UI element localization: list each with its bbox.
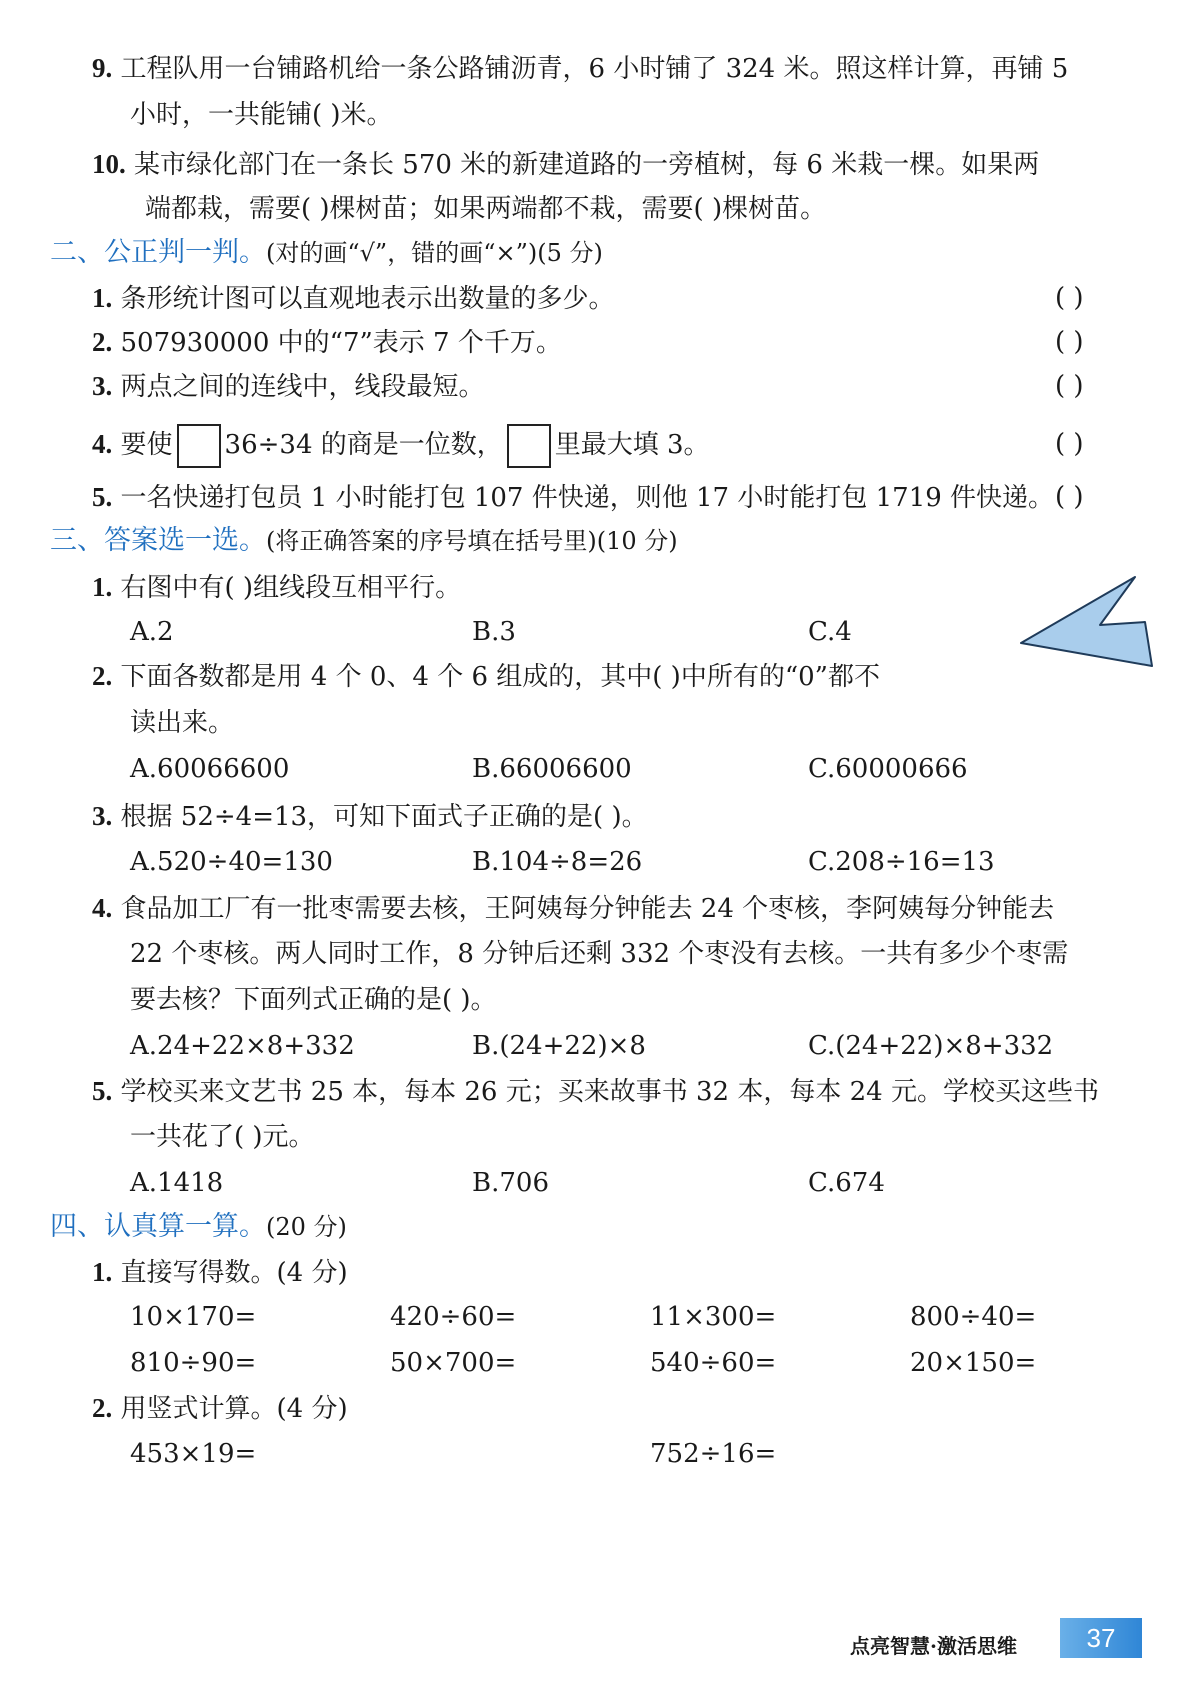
item-text: 直接写得数。(4 分) bbox=[120, 1258, 348, 1288]
question-number: 10. bbox=[92, 149, 126, 179]
item-number: 4. bbox=[92, 429, 113, 459]
choice-question-4-line3: 要去核？下面列式正确的是( )。 bbox=[130, 985, 497, 1015]
item-number: 1. bbox=[92, 283, 113, 313]
oral-calc-item[interactable]: 10×170= bbox=[130, 1302, 257, 1332]
judge-item-4 bbox=[92, 424, 710, 468]
answer-blank[interactable]: ( ) bbox=[1055, 371, 1084, 401]
item-number: 3. bbox=[92, 801, 113, 831]
item-text: 两点之间的连线中，线段最短。 bbox=[120, 372, 485, 402]
option-c[interactable]: C.4 bbox=[808, 617, 852, 647]
question-10-line2: 端都栽，需要( )棵树苗；如果两端都不栽，需要( )棵树苗。 bbox=[145, 194, 827, 224]
answer-blank[interactable]: ( ) bbox=[1055, 482, 1084, 512]
question-10-line1 bbox=[92, 148, 1039, 181]
question-number: 9. bbox=[92, 53, 113, 83]
vertical-calc-item[interactable]: 752÷16= bbox=[650, 1439, 777, 1469]
page-number: 37 bbox=[1060, 1618, 1142, 1658]
choice-question-1 bbox=[92, 571, 461, 604]
choice-question-4-line1 bbox=[92, 892, 1054, 925]
answer-blank[interactable]: ( ) bbox=[1055, 429, 1084, 459]
oral-calc-item[interactable]: 810÷90= bbox=[130, 1348, 257, 1378]
option-c[interactable]: C.674 bbox=[808, 1168, 885, 1198]
answer-blank[interactable]: ( ) bbox=[1055, 283, 1084, 313]
section-title: 二、公正判一判。 bbox=[50, 237, 266, 268]
option-b[interactable]: B.104÷8=26 bbox=[472, 847, 643, 877]
option-c[interactable]: C.60000666 bbox=[808, 754, 968, 784]
item-number: 1. bbox=[92, 1257, 113, 1287]
question-9-line1 bbox=[92, 52, 1068, 85]
item-text: 一名快递打包员 1 小时能打包 107 件快递，则他 17 小时能打包 1719 件快递。 bbox=[120, 483, 1055, 513]
item-text: 36÷34 的商是一位数， bbox=[224, 430, 503, 460]
judge-item-2 bbox=[92, 326, 562, 359]
item-text: 下面各数都是用 4 个 0、4 个 6 组成的，其中( )中所有的“0”都不 bbox=[120, 662, 880, 692]
item-text: 根据 52÷4=13，可知下面式子正确的是( )。 bbox=[120, 802, 648, 832]
option-a[interactable]: A.2 bbox=[130, 617, 174, 647]
item-number: 2. bbox=[92, 661, 113, 691]
option-b[interactable]: B.706 bbox=[472, 1168, 549, 1198]
parallel-segments-figure bbox=[1015, 570, 1155, 670]
judge-item-1 bbox=[92, 282, 615, 315]
choice-question-3 bbox=[92, 800, 648, 833]
item-text: 右图中有( )组线段互相平行。 bbox=[120, 573, 462, 603]
question-text: 某市绿化部门在一条长 570 米的新建道路的一旁植树，每 6 米栽一棵。如果两 bbox=[134, 150, 1040, 180]
choice-question-2-line2: 读出来。 bbox=[130, 708, 235, 738]
item-number: 2. bbox=[92, 1393, 113, 1423]
option-a[interactable]: A.24+22×8+332 bbox=[130, 1031, 355, 1061]
option-b[interactable]: B.(24+22)×8 bbox=[472, 1031, 646, 1061]
judge-item-5 bbox=[92, 481, 1054, 514]
item-text: 里最大填 3。 bbox=[554, 430, 710, 460]
oral-calc-item[interactable]: 420÷60= bbox=[390, 1302, 517, 1332]
answer-blank[interactable]: ( ) bbox=[1055, 327, 1084, 357]
item-number: 4. bbox=[92, 893, 113, 923]
digit-box[interactable] bbox=[507, 424, 551, 468]
choice-question-2-line1 bbox=[92, 660, 880, 693]
item-number: 3. bbox=[92, 371, 113, 401]
calc-part-1-title bbox=[92, 1256, 348, 1289]
item-text: 学校买来文艺书 25 本，每本 26 元；买来故事书 32 本，每本 24 元。学校买这些书 bbox=[120, 1077, 1099, 1107]
item-number: 5. bbox=[92, 1076, 113, 1106]
section-note: (将正确答案的序号填在括号里)(10 分) bbox=[266, 527, 678, 555]
oral-calc-item[interactable]: 540÷60= bbox=[650, 1348, 777, 1378]
item-text: 要使 bbox=[120, 430, 173, 460]
section-2-heading bbox=[50, 236, 603, 270]
oral-calc-item[interactable]: 50×700= bbox=[390, 1348, 517, 1378]
section-note: (20 分) bbox=[266, 1213, 347, 1241]
item-number: 1. bbox=[92, 572, 113, 602]
option-c[interactable]: C.(24+22)×8+332 bbox=[808, 1031, 1054, 1061]
option-c[interactable]: C.208÷16=13 bbox=[808, 847, 995, 877]
calc-part-2-title bbox=[92, 1392, 348, 1425]
footer-slogan: 点亮智慧·激活思维 bbox=[850, 1634, 1017, 1658]
section-title: 四、认真算一算。 bbox=[50, 1211, 266, 1242]
item-number: 5. bbox=[92, 482, 113, 512]
choice-question-4-line2: 22 个枣核。两人同时工作，8 分钟后还剩 332 个枣没有去核。一共有多少个枣需 bbox=[130, 939, 1069, 969]
section-4-heading bbox=[50, 1210, 347, 1244]
item-text: 用竖式计算。(4 分) bbox=[120, 1394, 348, 1424]
item-text: 507930000 中的“7”表示 7 个千万。 bbox=[120, 328, 562, 358]
option-b[interactable]: B.3 bbox=[472, 617, 516, 647]
option-a[interactable]: A.1418 bbox=[130, 1168, 224, 1198]
question-9-line2: 小时，一共能铺( )米。 bbox=[130, 100, 393, 130]
section-title: 三、答案选一选。 bbox=[50, 525, 266, 556]
section-3-heading bbox=[50, 524, 678, 558]
item-text: 条形统计图可以直观地表示出数量的多少。 bbox=[120, 284, 615, 314]
oral-calc-item[interactable]: 800÷40= bbox=[910, 1302, 1037, 1332]
section-note: (对的画“√”，错的画“×”)(5 分) bbox=[266, 239, 603, 267]
choice-question-5-line2: 一共花了( )元。 bbox=[130, 1122, 315, 1152]
oral-calc-item[interactable]: 11×300= bbox=[650, 1302, 777, 1332]
vertical-calc-item[interactable]: 453×19= bbox=[130, 1439, 257, 1469]
item-number: 2. bbox=[92, 327, 113, 357]
option-b[interactable]: B.66006600 bbox=[472, 754, 632, 784]
option-a[interactable]: A.60066600 bbox=[130, 754, 290, 784]
oral-calc-item[interactable]: 20×150= bbox=[910, 1348, 1037, 1378]
judge-item-3 bbox=[92, 370, 485, 403]
option-a[interactable]: A.520÷40=130 bbox=[130, 847, 333, 877]
choice-question-5-line1 bbox=[92, 1075, 1099, 1108]
digit-box[interactable] bbox=[177, 424, 221, 468]
item-text: 食品加工厂有一批枣需要去核，王阿姨每分钟能去 24 个枣核，李阿姨每分钟能去 bbox=[120, 894, 1055, 924]
question-text: 工程队用一台铺路机给一条公路铺沥青，6 小时铺了 324 米。照这样计算，再铺 5 bbox=[120, 54, 1069, 84]
